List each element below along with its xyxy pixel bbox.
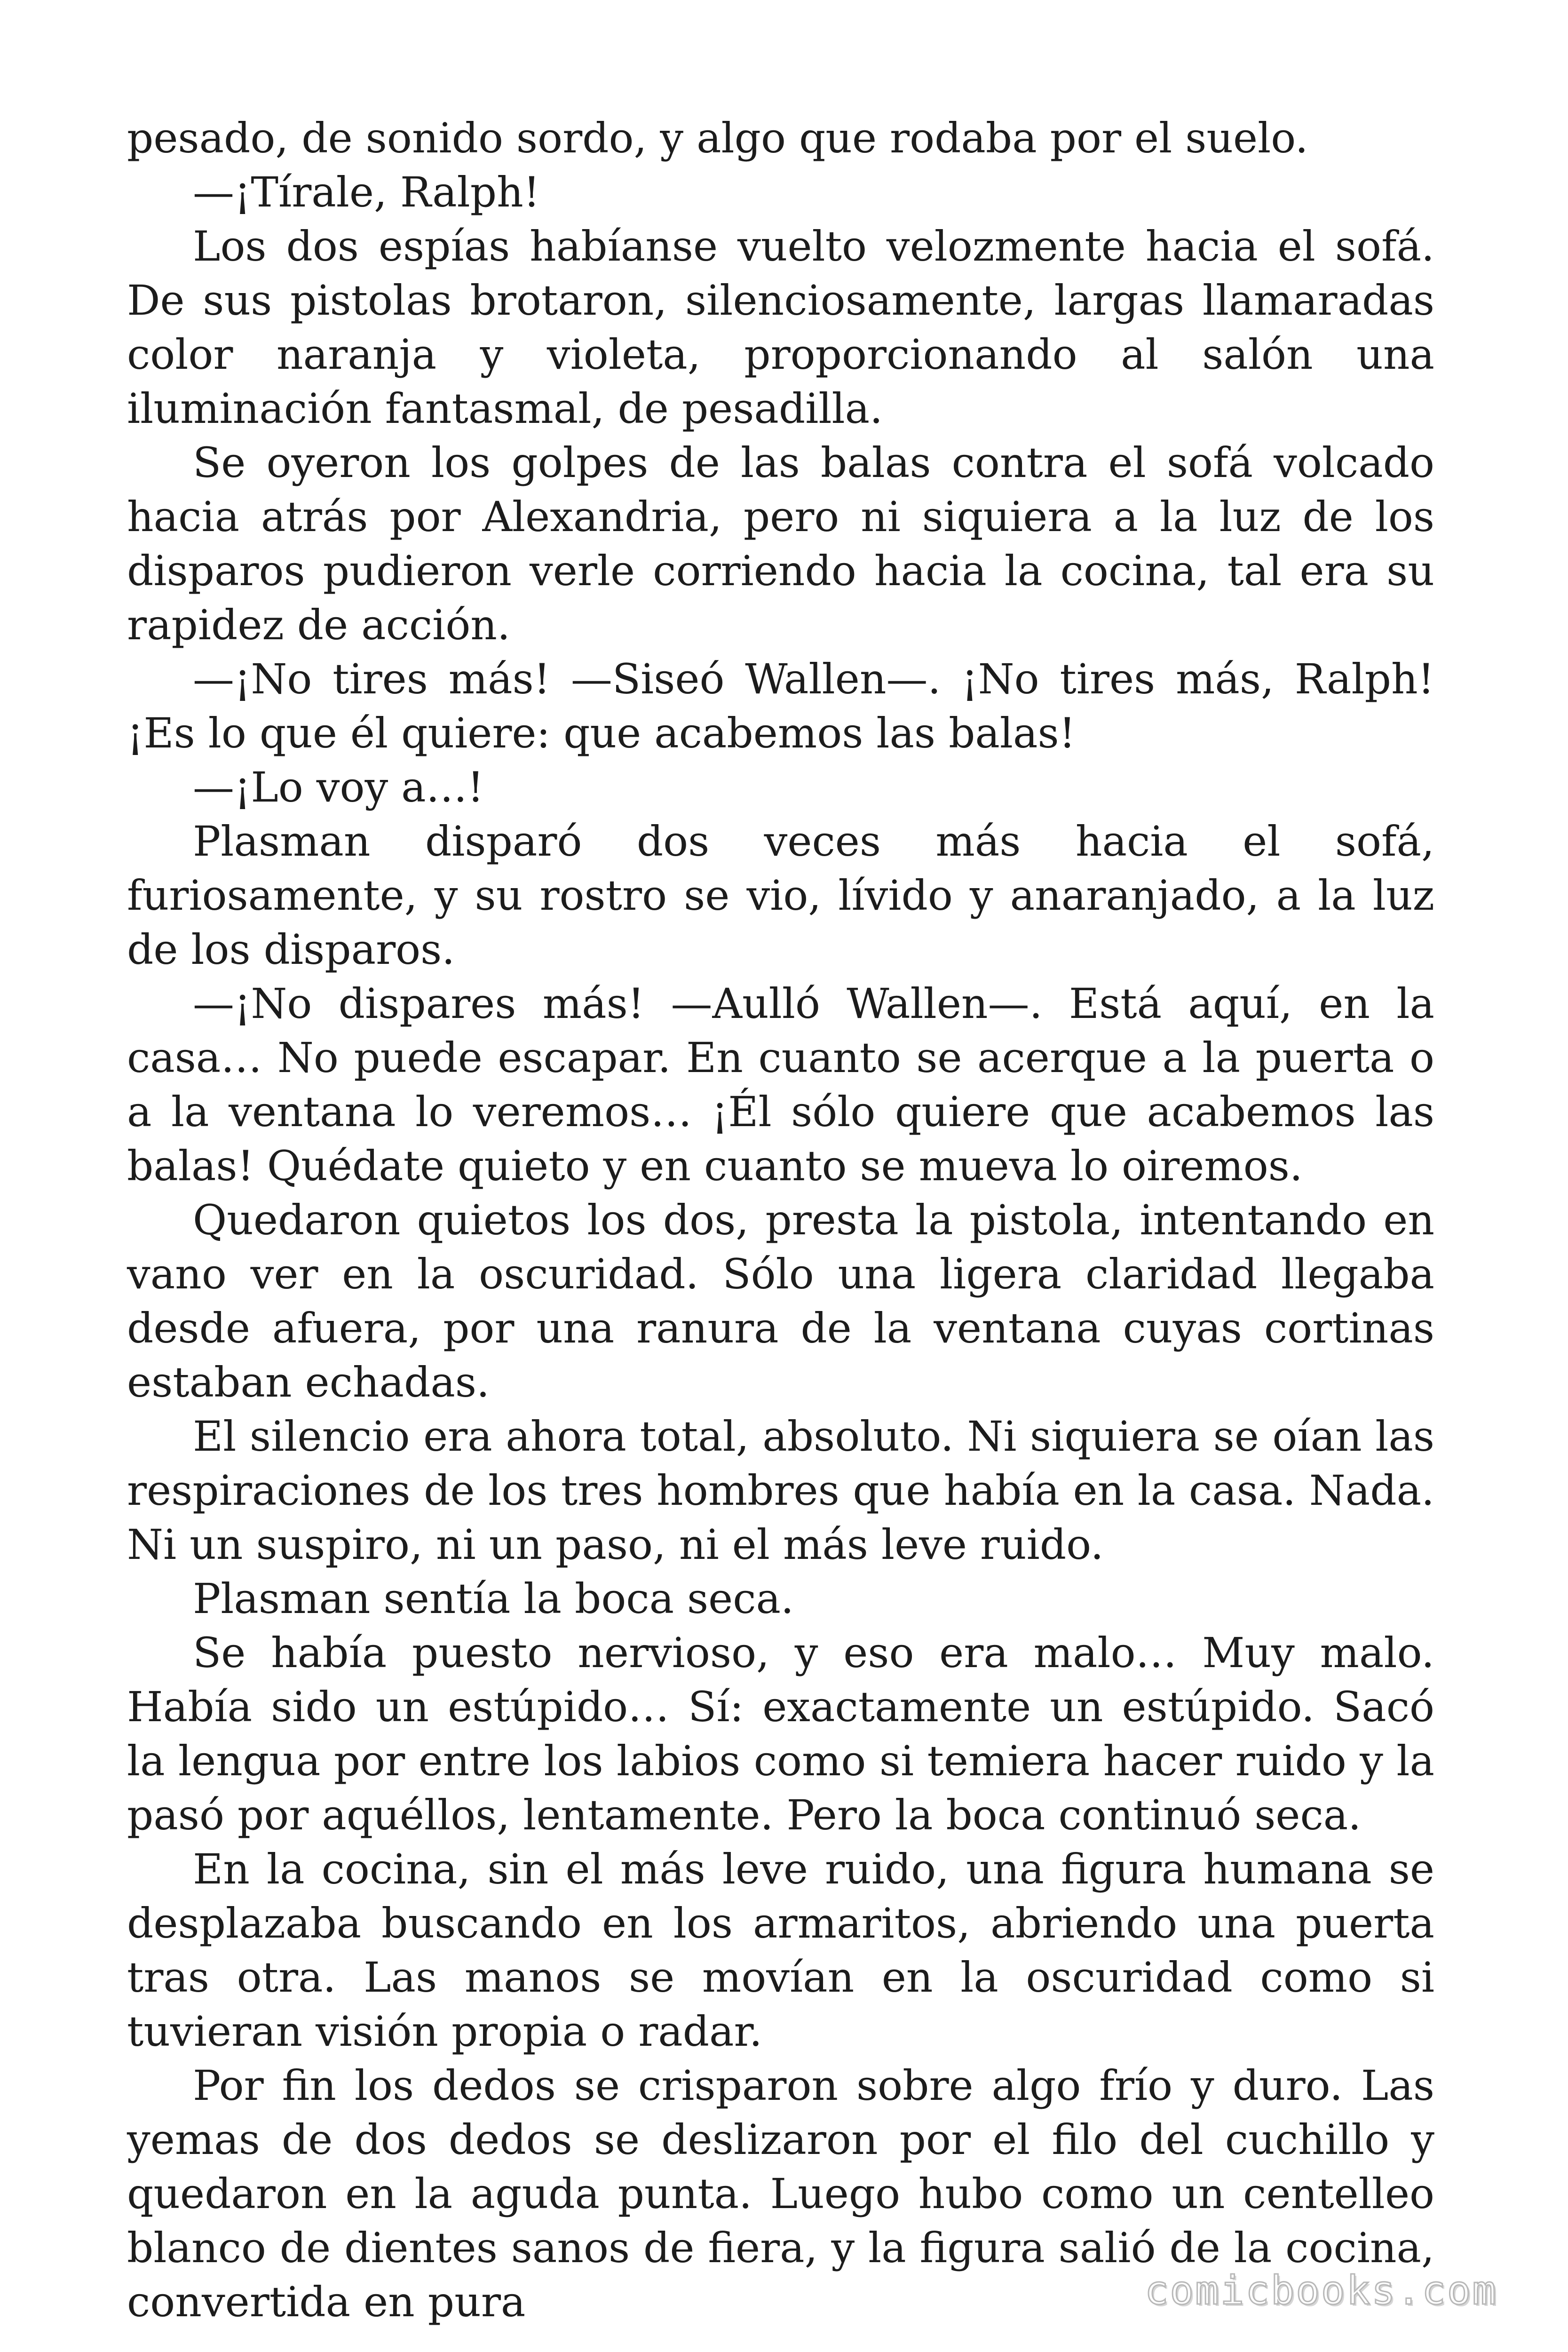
paragraph-3: Los dos espías habíanse vuelto velozmente hacia el sofá. De sus pistolas brotaron, silenciosamente, largas llamaradas color naranja y violeta, proporcionando al salón una iluminación fantasmal, de pesadilla. bbox=[127, 222, 1434, 433]
book-page-text bbox=[127, 111, 1434, 2329]
paragraph-4: Se oyeron los golpes de las balas contra el sofá volcado hacia atrás por Alexandria, pero ni siquiera a la luz de los disparos pudieron verle corriendo hacia la cocina, tal era su rapidez de acción. bbox=[127, 438, 1434, 649]
paragraph-2: —¡Tírale, Ralph! bbox=[193, 168, 540, 216]
paragraph-6: —¡Lo voy a…! bbox=[193, 763, 484, 811]
paragraph-5: —¡No tires más! —Siseó Wallen—. ¡No tires más, Ralph! ¡Es lo que él quiere: que acabemos las balas! bbox=[127, 655, 1434, 757]
paragraph-11: Plasman sentía la boca seca. bbox=[193, 1574, 794, 1623]
paragraph-14: Por fin los dedos se crisparon sobre algo frío y duro. Las yemas de dos dedos se deslizaron por el filo del cuchillo y quedaron en la aguda punta. Luego hubo como un centelleo blanco de dientes sanos de fiera, y la figura salió de la cocina, convertida en pura bbox=[127, 2061, 1434, 2326]
paragraph-9: Quedaron quietos los dos, presta la pistola, intentando en vano ver en la oscuridad. Sólo una ligera claridad llegaba desde afuera, por una ranura de la ventana cuyas cortinas estaban echadas. bbox=[127, 1196, 1434, 1406]
paragraph-12: Se había puesto nervioso, y eso era malo… Muy malo. Había sido un estúpido… Sí: exactamente un estúpido. Sacó la lengua por entre los labios como si temiera hacer ruido y la pasó por aquéllos, lentamente. Pero la boca continuó seca. bbox=[127, 1629, 1434, 1839]
watermark-logo: comicbooks.com bbox=[1144, 2267, 1497, 2313]
paragraph-1: pesado, de sonido sordo, y algo que rodaba por el suelo. bbox=[127, 114, 1308, 162]
paragraph-10: El silencio era ahora total, absoluto. Ni siquiera se oían las respiraciones de los tres hombres que había en la casa. Nada. Ni un suspiro, ni un paso, ni el más leve ruido. bbox=[127, 1412, 1434, 1569]
paragraph-8: —¡No dispares más! —Aulló Wallen—. Está aquí, en la casa… No puede escapar. En cuanto se acerque a la puerta o a la ventana lo veremos… ¡Él sólo quiere que acabemos las balas! Quédate quieto y en cuanto se mueva lo oiremos. bbox=[127, 979, 1434, 1190]
paragraph-7: Plasman disparó dos veces más hacia el sofá, furiosamente, y su rostro se vio, lívido y anaranjado, a la luz de los disparos. bbox=[127, 817, 1434, 974]
paragraph-13: En la cocina, sin el más leve ruido, una figura humana se desplazaba buscando en los armaritos, abriendo una puerta tras otra. Las manos se movían en la oscuridad como si tuvieran visión propia o radar. bbox=[127, 1845, 1434, 2056]
